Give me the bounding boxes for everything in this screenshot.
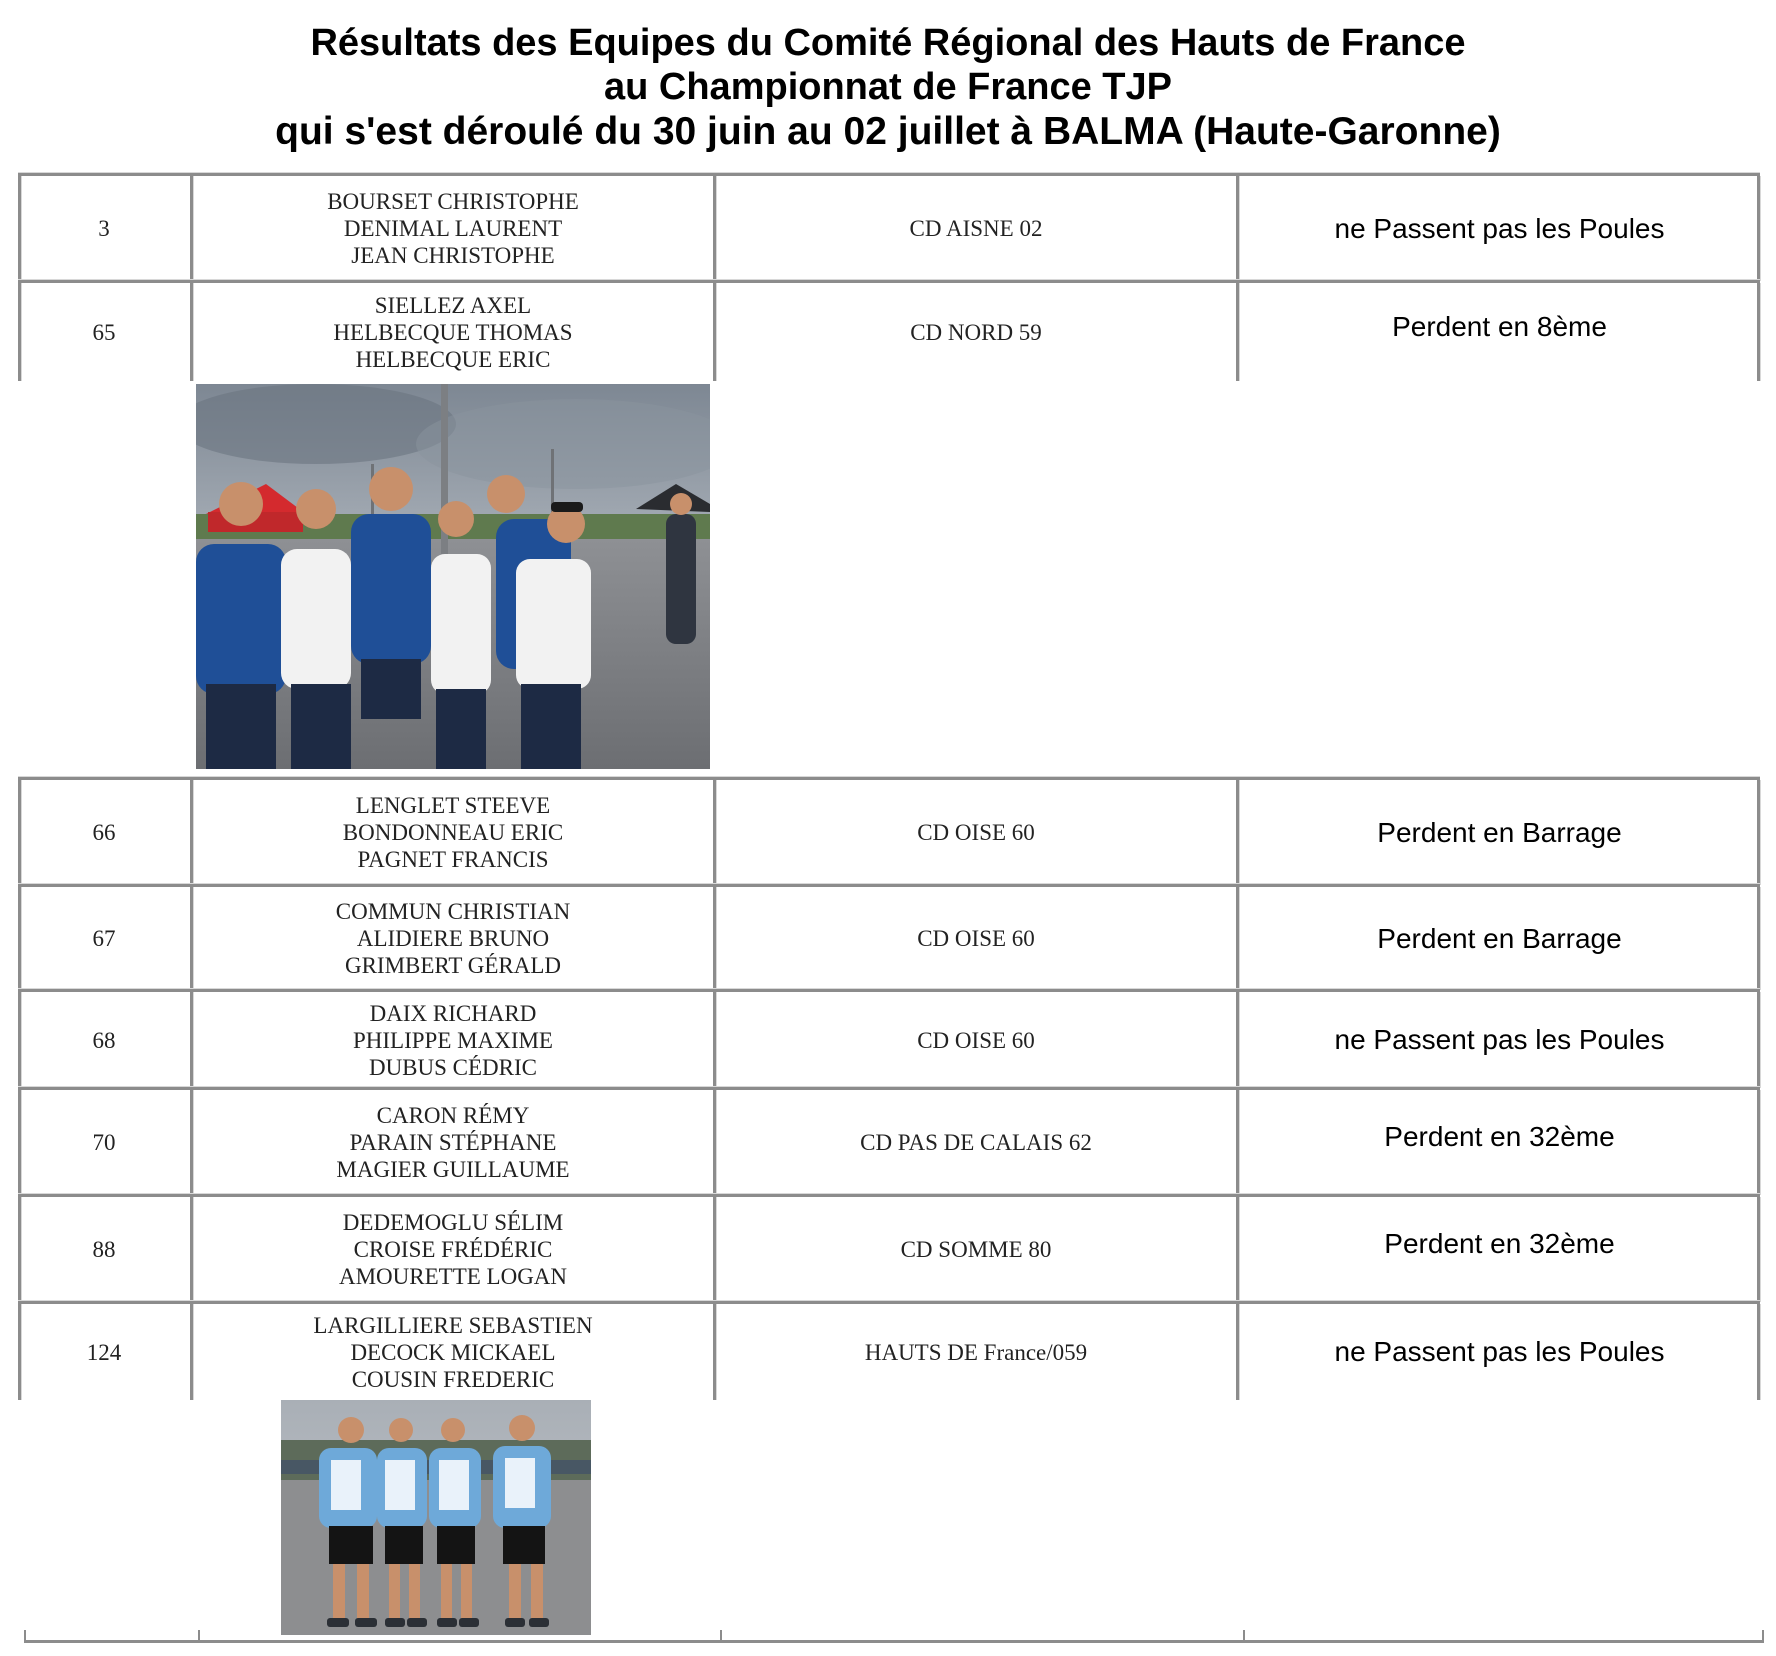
player-name: DECOCK MICKAEL	[350, 1339, 556, 1365]
team-result: Perdent en 32ème	[1384, 1120, 1615, 1152]
team-club: CD NORD 59	[910, 319, 1042, 345]
table-row	[18, 280, 1760, 381]
team-players	[193, 992, 713, 1088]
team-club: HAUTS DE France/059	[864, 1339, 1088, 1365]
player-name: PHILIPPE MAXIME	[353, 1027, 553, 1053]
team-club: CD SOMME 80	[900, 1237, 1052, 1262]
player-name: COMMUN CHRISTIAN	[335, 899, 571, 924]
team-number: 70	[92, 1130, 116, 1155]
team-result: Perdent en Barrage	[1377, 922, 1622, 954]
table-row	[18, 1087, 1760, 1195]
player-name: DAIX RICHARD	[369, 1000, 537, 1026]
team-club: CD OISE 60	[917, 926, 1035, 951]
player-name: DEDEMOGLU SÉLIM	[342, 1210, 564, 1235]
player-name: BOURSET CHRISTOPHE	[327, 189, 579, 214]
player-name: BONDONNEAU ERIC	[342, 820, 564, 845]
team-players	[193, 1197, 713, 1302]
team-number: 66	[92, 820, 116, 845]
table-row	[18, 1194, 1760, 1302]
table-row	[18, 173, 1760, 281]
table-bottom-border	[24, 1640, 1764, 1643]
player-name: CARON RÉMY	[376, 1103, 530, 1128]
team-club: CD PAS DE CALAIS 62	[860, 1130, 1092, 1155]
team-players	[193, 1304, 713, 1400]
table-row	[18, 884, 1760, 990]
team-photo-hauts-de-france	[281, 1400, 591, 1635]
team-number: 88	[92, 1237, 116, 1262]
team-players	[193, 887, 713, 990]
team-number: 68	[92, 1027, 116, 1053]
player-name: MAGIER GUILLAUME	[336, 1157, 570, 1182]
table-row	[18, 777, 1760, 885]
player-name: SIELLEZ AXEL	[374, 292, 532, 318]
team-result: Perdent en 8ème	[1392, 311, 1607, 342]
team-players	[193, 780, 713, 885]
player-name: HELBECQUE ERIC	[355, 346, 551, 372]
player-name: COUSIN FREDERIC	[351, 1366, 555, 1392]
team-club: CD OISE 60	[917, 820, 1035, 845]
team-club: CD OISE 60	[917, 1027, 1035, 1053]
player-name: GRIMBERT GÉRALD	[344, 953, 562, 978]
player-name: AMOURETTE LOGAN	[338, 1264, 568, 1289]
team-club: CD AISNE 02	[909, 216, 1043, 241]
team-players	[193, 1090, 713, 1195]
team-result: Perdent en 32ème	[1384, 1227, 1615, 1259]
table-row	[18, 989, 1760, 1088]
team-number: 124	[86, 1339, 122, 1365]
team-result: ne Passent pas les Poules	[1334, 1336, 1665, 1367]
page-title-line-3: qui s'est déroulé du 30 juin au 02 juillet à BALMA (Haute-Garonne)	[275, 110, 1501, 153]
team-photo-nord	[196, 384, 710, 769]
team-number: 65	[92, 319, 116, 345]
player-name: LENGLET STEEVE	[355, 793, 551, 818]
player-name: HELBECQUE THOMAS	[333, 319, 573, 345]
team-result: ne Passent pas les Poules	[1334, 212, 1665, 244]
team-result: Perdent en Barrage	[1377, 816, 1622, 848]
player-name: PAGNET FRANCIS	[357, 847, 549, 872]
player-name: PARAIN STÉPHANE	[349, 1130, 557, 1155]
page-title-line-1: Résultats des Equipes du Comité Régional des Hauts de France	[310, 22, 1466, 64]
team-number: 67	[92, 926, 116, 951]
player-name: LARGILLIERE SEBASTIEN	[313, 1312, 593, 1338]
page-title-line-2: au Championnat de France TJP	[604, 66, 1172, 108]
player-name: CROISE FRÉDÉRIC	[353, 1237, 553, 1262]
player-name: JEAN CHRISTOPHE	[351, 243, 555, 268]
team-players	[193, 176, 713, 281]
player-name: ALIDIERE BRUNO	[356, 926, 550, 951]
team-players	[193, 283, 713, 381]
table-row	[18, 1301, 1760, 1400]
player-name: DUBUS CÉDRIC	[368, 1054, 538, 1080]
team-result: ne Passent pas les Poules	[1334, 1024, 1665, 1055]
team-number: 3	[98, 216, 110, 241]
player-name: DENIMAL LAURENT	[343, 216, 563, 241]
